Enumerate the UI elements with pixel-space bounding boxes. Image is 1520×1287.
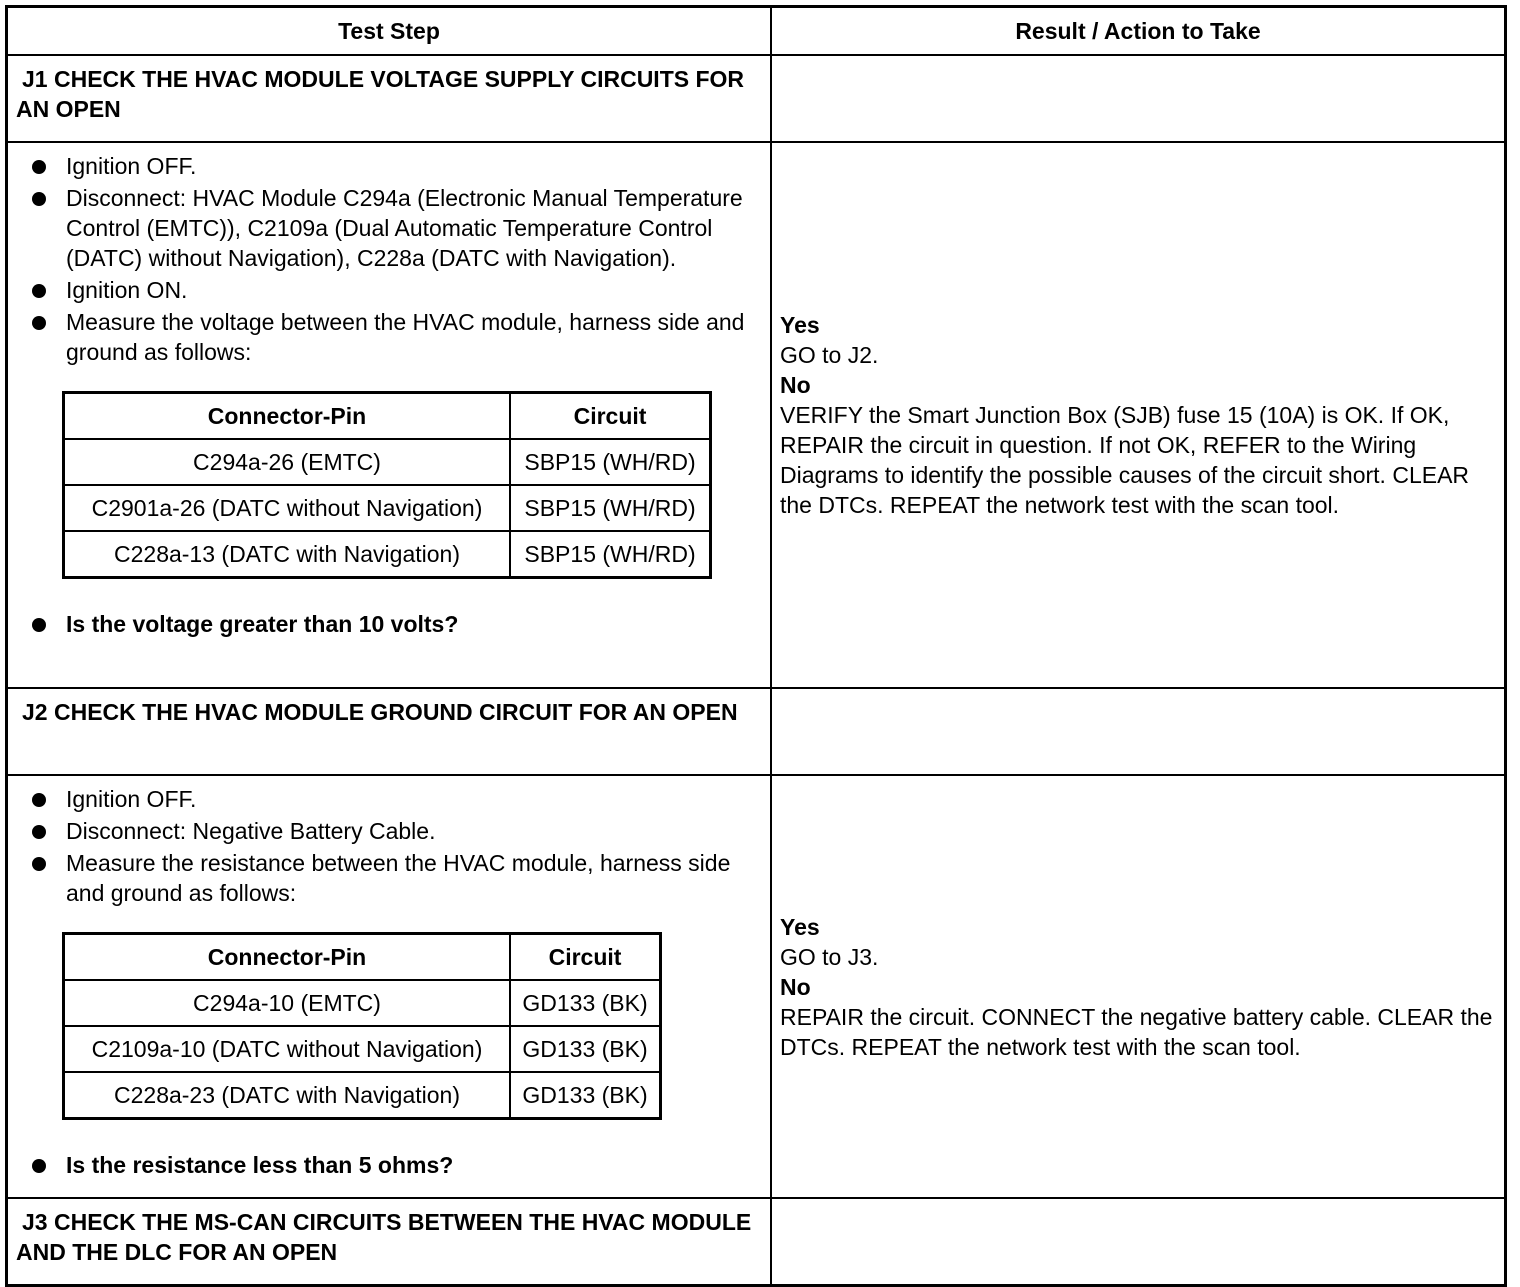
bullet-text: Ignition OFF.: [66, 786, 197, 812]
column-header-circuit: Circuit: [510, 393, 711, 440]
step-title-j1: [7, 55, 772, 142]
bullet-dot-icon: [32, 160, 46, 174]
connector-pin-cell: C2901a-26 (DATC without Navigation): [64, 485, 511, 531]
step-title-row-j3: [7, 1198, 1506, 1286]
step-bullet-list: [8, 143, 770, 367]
bullet-text: Disconnect: HVAC Module C294a (Electronic Manual Temperature Control (EMTC)), C2109a (Dual Automatic Temperature Control (DATC) without Navigation), C228a (DATC with Navigation).: [66, 185, 743, 271]
table-row: [64, 1072, 661, 1119]
step-title-text: J1 CHECK THE HVAC MODULE VOLTAGE SUPPLY CIRCUITS FOR AN OPEN: [16, 66, 745, 122]
circuit-cell: SBP15 (WH/RD): [510, 485, 711, 531]
step-body-row-j1: [7, 142, 1506, 688]
table-row: [64, 485, 711, 531]
list-item: [18, 816, 760, 846]
circuit-cell: SBP15 (WH/RD): [510, 439, 711, 485]
column-header-circuit: Circuit: [510, 934, 661, 981]
bullet-text: Disconnect: Negative Battery Cable.: [66, 818, 436, 844]
step-question-list: [8, 1150, 770, 1180]
yes-label: Yes: [780, 312, 820, 338]
list-item: [18, 151, 760, 181]
no-label: No: [780, 372, 811, 398]
step-title-text: J2 CHECK THE HVAC MODULE GROUND CIRCUIT FOR AN OPEN: [22, 699, 738, 725]
step-title-j3: [7, 1198, 772, 1286]
step-title-row-j1: [7, 55, 1506, 142]
list-item: [18, 275, 760, 305]
step-body-row-j2: [7, 775, 1506, 1198]
list-item: [18, 848, 760, 908]
list-item: [18, 307, 760, 367]
test-procedure-table: [5, 5, 1507, 1287]
step-bullet-list: [8, 776, 770, 908]
header-test-step: Test Step: [7, 7, 772, 56]
list-item: [18, 784, 760, 814]
bullet-text: Ignition OFF.: [66, 153, 197, 179]
step-title-text: J3 CHECK THE MS-CAN CIRCUITS BETWEEN THE HVAC MODULE AND THE DLC FOR AN OPEN: [16, 1209, 752, 1265]
bullet-text: Measure the resistance between the HVAC module, harness side and ground as follows:: [66, 850, 731, 906]
table-row: [64, 934, 661, 981]
no-label: No: [780, 973, 811, 1000]
no-action: REPAIR the circuit. CONNECT the negative battery cable. CLEAR the DTCs. REPEAT the network test with the scan tool.: [780, 1003, 1493, 1060]
column-header-connector-pin: Connector-Pin: [64, 934, 511, 981]
question-text: Is the resistance less than 5 ohms?: [66, 1152, 454, 1178]
circuit-cell: GD133 (BK): [510, 980, 661, 1026]
bullet-dot-icon: [32, 1159, 46, 1173]
list-item: [18, 183, 760, 273]
step-question-list: [8, 609, 770, 639]
bullet-text: Measure the voltage between the HVAC module, harness side and ground as follows:: [66, 309, 745, 365]
circuit-cell: GD133 (BK): [510, 1026, 661, 1072]
step-body-j1: [7, 142, 772, 688]
bullet-dot-icon: [32, 284, 46, 298]
bullet-dot-icon: [32, 857, 46, 871]
table-header-row: [7, 7, 1506, 56]
table-row: [64, 1026, 661, 1072]
bullet-dot-icon: [32, 825, 46, 839]
table-row: [64, 393, 711, 440]
list-item: [18, 1150, 760, 1180]
step-title-j2: [7, 688, 772, 775]
step-title-row-j2: [7, 688, 1506, 775]
column-header-connector-pin: Connector-Pin: [64, 393, 511, 440]
connector-pin-table-j1: [62, 391, 712, 579]
connector-pin-cell: C228a-13 (DATC with Navigation): [64, 531, 511, 578]
step-title-result-empty: [771, 55, 1506, 142]
table-row: [64, 980, 661, 1026]
connector-pin-cell: C228a-23 (DATC with Navigation): [64, 1072, 511, 1119]
step-body-j2: [7, 775, 772, 1198]
circuit-cell: SBP15 (WH/RD): [510, 531, 711, 578]
circuit-cell: GD133 (BK): [510, 1072, 661, 1119]
yes-label: Yes: [780, 913, 820, 940]
bullet-dot-icon: [32, 192, 46, 206]
result-cell-j1: [771, 142, 1506, 688]
result-cell-j2: [771, 775, 1506, 1198]
list-item: [18, 609, 760, 639]
header-result-action: Result / Action to Take: [771, 7, 1506, 56]
bullet-text: Ignition ON.: [66, 277, 188, 303]
yes-action: GO to J2.: [780, 342, 879, 368]
question-text: Is the voltage greater than 10 volts?: [66, 611, 459, 637]
connector-pin-cell: C294a-10 (EMTC): [64, 980, 511, 1026]
connector-pin-table-j2: [62, 932, 662, 1120]
connector-pin-cell: C294a-26 (EMTC): [64, 439, 511, 485]
table-row: [64, 439, 711, 485]
bullet-dot-icon: [32, 316, 46, 330]
step-title-result-empty: [771, 1198, 1506, 1286]
table-row: [64, 531, 711, 578]
bullet-dot-icon: [32, 793, 46, 807]
connector-pin-cell: C2109a-10 (DATC without Navigation): [64, 1026, 511, 1072]
bullet-dot-icon: [32, 618, 46, 632]
yes-action: GO to J3.: [780, 943, 879, 970]
no-action: VERIFY the Smart Junction Box (SJB) fuse 15 (10A) is OK. If OK, REPAIR the circuit in question. If not OK, REFER to the Wiring Diagrams to identify the possible causes of the circuit short. CLEAR the DTCs. REPEAT the network test with the scan tool.: [780, 402, 1470, 518]
step-title-result-empty: [771, 688, 1506, 775]
